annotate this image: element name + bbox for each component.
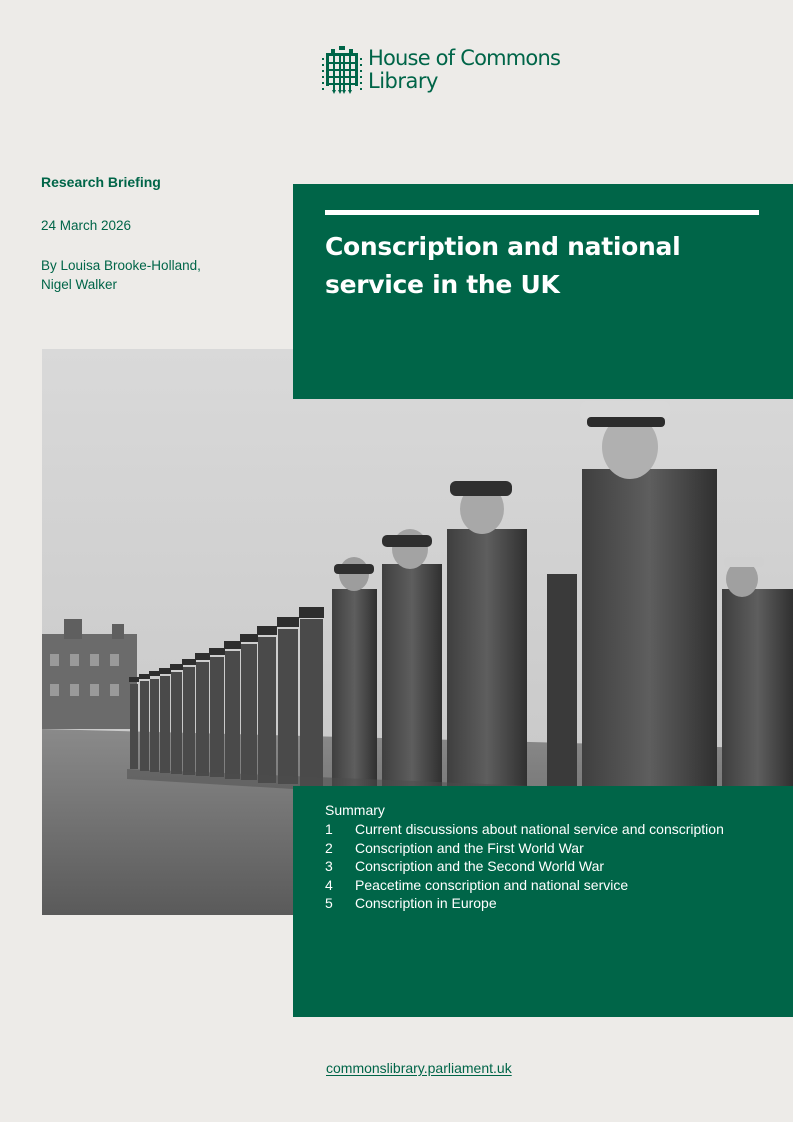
- toc-label: Conscription in Europe: [355, 895, 497, 912]
- summary-link[interactable]: Summary: [325, 802, 385, 818]
- toc-number: 4: [325, 876, 333, 893]
- title-line: service in the UK: [325, 270, 560, 299]
- brand-wordmark: [368, 46, 560, 92]
- toc-label: Conscription and the First World War: [355, 839, 584, 856]
- toc-item[interactable]: [325, 876, 724, 895]
- toc-number: 5: [325, 895, 333, 912]
- toc-number: 1: [325, 821, 333, 837]
- toc-label: Peacetime conscription and national service: [355, 876, 629, 893]
- brand-subname: Library: [368, 69, 438, 93]
- author-line: Nigel Walker: [41, 277, 118, 292]
- title-line: Conscription and national: [325, 232, 681, 261]
- toc-label: Current discussions about national service and conscription: [355, 821, 724, 837]
- page-title: [325, 228, 765, 304]
- toc-number: 2: [325, 839, 333, 856]
- portcullis-icon: [322, 46, 362, 94]
- author-line: By Louisa Brooke-Holland,: [41, 258, 201, 273]
- brand-logo: [322, 46, 560, 94]
- publication-date: 24 March 2026: [41, 218, 132, 233]
- toc-item[interactable]: [325, 820, 724, 839]
- brand-name: House of Commons: [368, 46, 561, 70]
- toc-item[interactable]: [325, 839, 724, 858]
- table-of-contents: [325, 820, 724, 913]
- contents-panel: [293, 786, 793, 1017]
- title-divider: [325, 210, 759, 215]
- toc-item[interactable]: [325, 857, 724, 876]
- title-panel: [293, 184, 793, 399]
- toc-label: Conscription and the Second World War: [355, 858, 605, 875]
- toc-number: 3: [325, 858, 333, 875]
- document-type: Research Briefing: [41, 174, 161, 190]
- website-link[interactable]: commonslibrary.parliament.uk: [326, 1060, 512, 1076]
- authors: [41, 256, 201, 294]
- toc-item[interactable]: [325, 894, 724, 913]
